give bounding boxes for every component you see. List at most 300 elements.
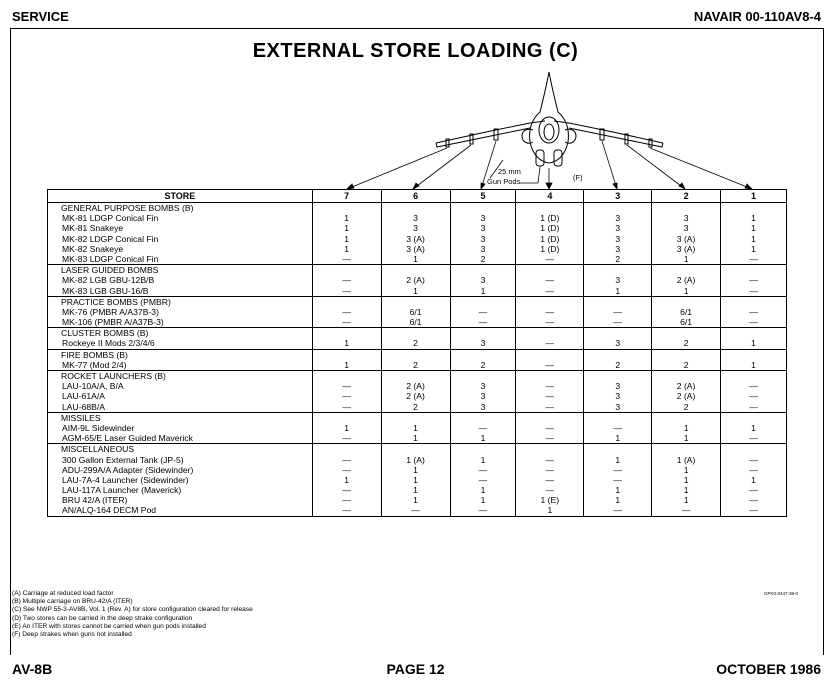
quantity-value: — [342,433,351,444]
group-heading: MISSILES [61,412,101,423]
station-6-cell [381,349,450,370]
store-name: MK-83 LDGP Conical Fin [62,253,159,264]
quantity-value: — [545,338,555,349]
quantity-value: 1 [547,505,553,516]
quantity-value: 6/1 [680,317,693,328]
station-5-cell [450,203,516,265]
station-2-cell [652,349,721,370]
quantity-value: — [342,454,351,465]
quantity-value: — [613,422,623,433]
station-7-cell [312,328,381,349]
station-7-cell [312,412,381,444]
quantity-value: — [545,253,555,264]
quantity-value: — [478,317,488,328]
quantity-value: 2 [615,359,621,370]
group-heading: LASER GUIDED BOMBS [61,265,159,276]
spacer [652,328,720,338]
quantity-value: 3 [615,223,621,234]
quantity-value: — [749,253,758,264]
quantity-value: 3 [413,213,418,224]
spacer [516,203,583,213]
quantity-value: 1 (D) [540,233,560,244]
quantity-value: 1 [413,495,418,506]
quantity-value: — [342,401,351,412]
quantity-value: — [749,485,758,496]
station-4-cell [516,296,584,328]
quantity-value: — [545,285,555,296]
quantity-value: 3 [480,233,486,244]
quantity-value: 2 [413,401,418,412]
store-name: MK-83 LGB GBU-16/B [62,285,149,296]
store-name: LAU-68B/A [62,401,105,412]
quantity-value: 3 [615,213,621,224]
quantity-value: — [545,317,555,328]
spacer [451,297,516,307]
spacer [451,350,516,360]
station-5-cell [450,349,516,370]
station-1-cell [721,203,787,265]
station-4-cell [516,444,584,516]
quantity-value: 3 [615,381,621,392]
spacer [382,203,450,213]
quantity-value: 3 (A) [676,233,696,244]
quantity-value: — [749,464,758,475]
deep-strake-note-label: (F) [573,173,583,182]
quantity-value: 2 [413,338,418,349]
station-5-cell [450,371,516,413]
spacer [584,350,651,360]
station-2-cell [652,444,721,516]
spacer [451,265,516,275]
spacer [382,350,450,360]
quantity-value: 1 [751,474,756,485]
quantity-value: 1 [751,243,756,254]
spacer [313,297,381,307]
quantity-value: 2 (A) [406,391,425,402]
quantity-value: — [342,464,351,475]
spacer [313,371,381,381]
quantity-value: — [342,306,351,317]
quantity-value: 1 (E) [540,495,560,506]
quantity-value: 1 [480,285,486,296]
footnote: (D) Two stores can be carried in the deep strake configuration [12,614,193,622]
spacer [584,444,651,454]
quantity-value: 1 [413,253,418,264]
store-name: MK-81 Snakeye [62,223,124,234]
quantity-value: 1 [413,433,418,444]
station-7-cell [312,349,381,370]
station-4-cell [516,349,584,370]
spacer [652,265,720,275]
quantity-value: 1 [615,454,621,465]
store-group [48,296,787,328]
spacer [382,265,450,275]
spacer [721,265,786,275]
spacer [516,350,583,360]
quantity-value: 3 [480,381,486,392]
quantity-value: — [545,381,555,392]
store-name: 300 Gallon External Tank (JP-5) [62,454,184,465]
store-group [48,328,787,349]
store-name: MK-82 LGB GBU-12B/B [62,275,155,286]
quantity-value: — [478,474,488,485]
quantity-value: — [545,485,555,496]
quantity-value: 3 [615,391,621,402]
station-7-header: 7 [312,190,381,203]
store-names-cell [48,349,313,370]
quantity-value: 1 [344,359,350,370]
spacer [652,203,720,213]
spacer [451,444,516,454]
quantity-value: — [545,464,555,475]
quantity-value: 1 (D) [540,243,560,254]
store-name: AGM-65/E Laser Guided Maverick [62,433,193,444]
quantity-value: 3 [480,391,486,402]
quantity-value: 1 [751,213,756,224]
quantity-value: 1 [683,485,689,496]
quantity-value: — [478,306,488,317]
header-right: NAVAIR 00-110AV8-4 [693,9,821,24]
quantity-value: 3 [615,233,621,244]
quantity-value: 3 [683,213,689,224]
station-1-header: 1 [721,190,787,203]
quantity-value: — [545,474,555,485]
station-5-cell [450,444,516,516]
store-name: AN/ALQ-164 DECM Pod [62,505,157,516]
spacer [451,413,516,423]
store-name: MK-82 Snakeye [62,243,124,254]
quantity-value: — [342,253,351,264]
group-heading: MISCELLANEOUS [61,444,135,455]
quantity-value: — [478,464,488,475]
station-6-cell [381,328,450,349]
spacer [451,371,516,381]
quantity-value: 3 [615,243,621,254]
quantity-value: 1 [683,422,689,433]
store-group [48,444,787,516]
quantity-value: 1 [413,422,418,433]
quantity-value: — [342,275,351,286]
station-5-cell [450,412,516,444]
spacer [313,444,381,454]
footnotes [12,590,253,639]
station-4-header: 4 [516,190,584,203]
spacer [382,444,450,454]
store-names-cell [48,328,313,349]
station-4-cell [516,265,584,297]
quantity-value: — [342,381,351,392]
footer-right: OCTOBER 1986 [716,661,821,677]
quantity-value: 1 [683,474,689,485]
store-name: ADU-299A/A Adapter (Sidewinder) [62,464,194,475]
station-4-cell [516,371,584,413]
station-1-cell [721,371,787,413]
store-name: MK-77 (Mod 2/4) [62,359,127,370]
station-6-cell [381,296,450,328]
quantity-value: 1 [480,454,486,465]
station-5-header: 5 [450,190,516,203]
spacer [721,444,786,454]
quantity-value: 3 [480,223,486,234]
quantity-value: — [749,381,758,392]
quantity-value: 1 [344,223,350,234]
spacer [652,371,720,381]
spacer [451,328,516,338]
quantity-value: 2 [683,359,689,370]
quantity-value: 1 (A) [676,454,696,465]
station-4-cell [516,328,584,349]
station-2-cell [652,412,721,444]
page-number: PAGE 12 [386,661,445,677]
quantity-value: 6/1 [680,306,693,317]
spacer [313,328,381,338]
station-1-cell [721,296,787,328]
quantity-value: 1 [615,495,621,506]
store-group [48,203,787,265]
quantity-value: 3 (A) [676,243,696,254]
store-name: Rockeye II Mods 2/3/4/6 [62,338,155,349]
quantity-value: 3 [480,401,486,412]
quantity-value: 1 (D) [540,213,560,224]
quantity-value: — [545,306,555,317]
station-2-cell [652,296,721,328]
store-name: MK-82 LDGP Conical Fin [62,233,159,244]
quantity-value: 1 [615,285,621,296]
quantity-value: 3 [615,275,621,286]
spacer [516,265,583,275]
quantity-value: — [545,275,555,286]
quantity-value: 3 (A) [406,243,425,254]
spacer [652,413,720,423]
quantity-value: 3 [615,338,621,349]
quantity-value: — [545,422,555,433]
station-4-cell [516,203,584,265]
quantity-value: — [411,505,420,516]
spacer [516,297,583,307]
quantity-value: 3 [480,243,486,254]
store-names-cell [48,412,313,444]
group-heading: ROCKET LAUNCHERS (B) [61,371,166,381]
quantity-value: — [342,495,351,506]
quantity-value: 1 [344,474,350,485]
quantity-value: 1 [751,338,756,349]
group-heading: FIRE BOMBS (B) [61,349,128,360]
station-4-cell [516,412,584,444]
spacer [584,413,651,423]
station-5-cell [450,296,516,328]
quantity-value: 2 (A) [676,275,696,286]
quantity-value: — [749,391,758,402]
quantity-value: — [749,401,758,412]
store-names-cell [48,444,313,516]
store-names-cell [48,203,313,265]
quantity-value: 2 [683,338,689,349]
quantity-value: 1 [615,433,621,444]
quantity-value: 2 [480,253,486,264]
spacer [516,444,583,454]
store-name: BRU 42/A (ITER) [62,495,128,506]
footer-left: AV-8B [12,661,53,677]
quantity-value: 1 (A) [406,454,425,465]
quantity-value: 1 [751,233,756,244]
spacer [721,203,786,213]
spacer [313,413,381,423]
station-1-cell [721,265,787,297]
spacer [313,350,381,360]
quantity-value: — [749,285,758,296]
quantity-value: — [545,433,555,444]
station-5-cell [450,265,516,297]
spacer [584,371,651,381]
quantity-value: 2 [413,359,418,370]
store-name: AIM-9L Sidewinder [62,422,135,433]
quantity-value: 1 [751,422,756,433]
quantity-value: — [749,505,758,516]
spacer [721,413,786,423]
quantity-value: 3 (A) [406,233,425,244]
quantity-value: — [545,454,555,465]
quantity-value: 2 (A) [676,391,696,402]
quantity-value: 1 [344,338,350,349]
station-2-header: 2 [652,190,721,203]
station-6-cell [381,444,450,516]
quantity-value: — [749,317,758,328]
figure-code: GPK0-0447-38-0 [764,591,799,596]
station-3-header: 3 [584,190,652,203]
store-group [48,349,787,370]
store-group [48,265,787,297]
station-6-cell [381,265,450,297]
station-3-cell [584,296,652,328]
quantity-value: — [749,306,758,317]
footnote: (C) See NWP 55-3-AV8B, Vol. 1 (Rev. A) for store configuration cleared for release [12,606,253,614]
station-1-cell [721,444,787,516]
quantity-value: 3 [683,223,689,234]
spacer [584,265,651,275]
spacer [516,328,583,338]
store-name: MK-106 (PMBR A/A37B-3) [62,317,164,328]
spacer [584,203,651,213]
quantity-value: 1 [344,233,350,244]
quantity-value: — [613,464,623,475]
group-heading: GENERAL PURPOSE BOMBS (B) [61,203,194,213]
store-name: MK-76 (PMBR A/A37B-3) [62,306,159,317]
station-7-cell [312,371,381,413]
station-1-cell [721,328,787,349]
quantity-value: 1 [751,223,756,234]
spacer [721,350,786,360]
header-left: SERVICE [12,9,69,24]
store-name: LAU-10A/A, B/A [62,381,124,392]
spacer [652,297,720,307]
quantity-value: — [613,306,623,317]
station-6-header: 6 [381,190,450,203]
spacer [382,328,450,338]
station-3-cell [584,328,652,349]
station-2-cell [652,328,721,349]
quantity-value: — [342,285,351,296]
spacer [382,371,450,381]
quantity-value: 1 [413,285,418,296]
station-6-cell [381,371,450,413]
quantity-value: — [342,317,351,328]
station-3-cell [584,412,652,444]
quantity-value: 1 [480,485,486,496]
spacer [652,350,720,360]
aircraft-diagram [0,0,831,200]
quantity-value: — [749,454,758,465]
store-name: MK-81 LDGP Conical Fin [62,213,159,224]
station-2-cell [652,203,721,265]
quantity-value: 1 [344,422,350,433]
quantity-value: 1 [683,433,689,444]
quantity-value: 1 [751,359,756,370]
quantity-value: 1 [344,243,350,254]
station-7-cell [312,265,381,297]
store-name: LAU-61A/A [62,391,105,402]
station-5-cell [450,328,516,349]
spacer [721,371,786,381]
quantity-value: — [749,275,758,286]
page-title: EXTERNAL STORE LOADING (C) [252,40,579,62]
footnote: (E) An ITER with stores cannot be carried when gun pods installed [12,622,206,630]
quantity-value: 2 (A) [406,381,425,392]
quantity-value: 1 [480,495,486,506]
store-name: LAU-117A Launcher (Maverick) [62,485,182,496]
station-6-cell [381,203,450,265]
station-7-cell [312,444,381,516]
quantity-value: 1 [615,485,621,496]
footnote: (A) Carriage at reduced load factor [12,590,114,597]
quantity-value: 2 [683,401,689,412]
group-heading: PRACTICE BOMBS (PMBR) [61,296,171,307]
quantity-value: — [613,474,623,485]
station-7-cell [312,203,381,265]
quantity-value: — [681,505,691,516]
quantity-value: 3 [480,213,486,224]
quantity-value: — [613,317,623,328]
quantity-value: 2 (A) [406,275,425,286]
quantity-value: 1 [683,464,689,475]
spacer [584,328,651,338]
store-names-cell [48,265,313,297]
spacer [382,413,450,423]
spacer [451,203,516,213]
store-group [48,371,787,413]
quantity-value: — [545,401,555,412]
quantity-value: 3 [480,275,486,286]
station-1-cell [721,412,787,444]
quantity-value: 6/1 [409,317,422,328]
quantity-value: — [545,359,555,370]
quantity-value: 3 [413,223,418,234]
station-2-cell [652,265,721,297]
gun-pods-label-line1: 25 mm [498,167,521,176]
station-3-cell [584,349,652,370]
quantity-value: — [478,505,488,516]
quantity-value: 1 [683,285,689,296]
quantity-value: 2 [480,359,486,370]
quantity-value: 1 [413,464,418,475]
footnote: (F) Deep strakes when guns not installed [12,631,132,639]
spacer [721,328,786,338]
station-3-cell [584,371,652,413]
spacer [313,265,381,275]
quantity-value: — [342,505,351,516]
station-7-cell [312,296,381,328]
quantity-value: — [342,485,351,496]
quantity-value: 1 [480,433,486,444]
